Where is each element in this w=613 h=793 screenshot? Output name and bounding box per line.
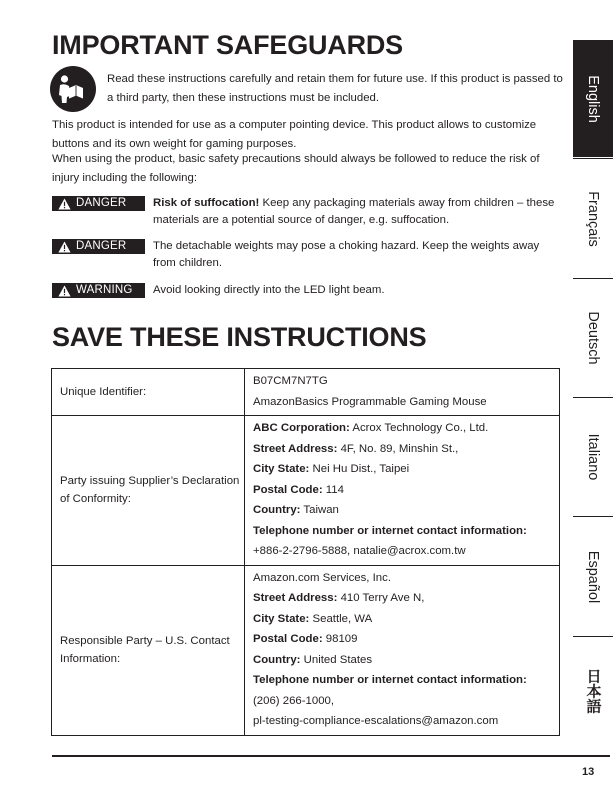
field-label: Telephone number or internet contact information: — [253, 674, 527, 686]
tab-english[interactable] — [573, 40, 613, 157]
table-label: Party issuing Supplier’s Declaration of Conformity: — [52, 416, 245, 566]
choking-warning — [153, 238, 563, 272]
tab-label: Italiano — [585, 433, 601, 481]
field-label: City State: — [253, 612, 310, 625]
city-line — [253, 459, 559, 480]
tab-japanese[interactable] — [573, 636, 613, 744]
product-name: AmazonBasics Programmable Gaming Mouse — [253, 395, 487, 408]
warning-body: The detachable weights may pose a choking hazard. Keep the weights away from children. — [153, 240, 540, 269]
badge-label: DANGER — [76, 240, 127, 252]
field-value: Acrox Technology Co., Ltd. — [349, 422, 489, 434]
field-label: Postal Code: — [253, 483, 323, 496]
intro-text: Read these instructions carefully and retain them for future use. If this product is passed to a third party, then these instructions must be included. — [107, 73, 563, 104]
field-label: City State: — [253, 463, 310, 475]
table-row — [52, 565, 560, 735]
table-value — [245, 416, 560, 566]
save-instructions-heading: SAVE THESE INSTRUCTIONS — [52, 322, 427, 352]
field-label: Telephone number or internet contact information: — [253, 524, 527, 537]
page-number: 13 — [582, 766, 595, 778]
tab-label: English — [585, 74, 601, 123]
field-label: Country: — [253, 653, 301, 666]
footer-divider — [52, 755, 610, 757]
table-row — [52, 416, 560, 566]
field-value: Seattle, WA — [309, 612, 373, 625]
field-value: 114 — [322, 483, 344, 496]
street-line — [253, 439, 559, 460]
field-label: Country: — [253, 504, 301, 516]
safety-precautions-text: When using the product, basic safety precautions should always be followed to reduce the risk of injury including the following: — [52, 153, 540, 184]
postal-line — [253, 629, 559, 650]
tab-espanol[interactable] — [573, 516, 613, 636]
field-value: Taiwan — [300, 504, 339, 516]
table-label: Responsible Party – U.S. Contact Information: — [52, 565, 245, 735]
warning-triangle-icon — [58, 198, 71, 210]
language-sidebar — [573, 0, 613, 793]
contact-label — [253, 670, 559, 691]
badge-label: WARNING — [76, 284, 133, 296]
field-label: Postal Code: — [253, 633, 323, 645]
phone-value: (206) 266-1000, — [253, 694, 335, 707]
read-manual-icon — [50, 66, 96, 112]
unique-identifier: B07CM7N7TG — [253, 375, 328, 387]
page-title: IMPORTANT SAFEGUARDS — [52, 30, 403, 60]
tab-label: Español — [585, 550, 601, 603]
tab-francais[interactable] — [573, 158, 613, 278]
table-label: Unique Identifier: — [52, 369, 245, 416]
danger-badge — [52, 196, 145, 211]
product-intended-use: This product is intended for use as a computer pointing device. This product allows to customize buttons and its own weight for gaming purposes. — [52, 119, 537, 150]
warning-triangle-icon — [58, 241, 71, 253]
led-warning — [153, 282, 563, 299]
warning-body: Keep any packaging materials away from children – these materials are a potential source of danger, e.g. suffocation. — [153, 197, 555, 226]
city-line — [253, 609, 559, 630]
warning-body: Avoid looking directly into the LED light beam. — [153, 284, 385, 296]
warning-triangle-icon — [58, 285, 71, 297]
postal-line — [253, 480, 559, 501]
contact-value: +886-2-2796-5888, natalie@acrox.com.tw — [253, 545, 466, 557]
tab-italiano[interactable] — [573, 397, 613, 516]
field-value: Nei Hu Dist., Taipei — [309, 463, 410, 475]
badge-label: DANGER — [76, 197, 127, 209]
table-value — [245, 369, 560, 416]
conformity-table — [51, 368, 560, 736]
suffocation-warning — [153, 195, 563, 229]
tab-label: Deutsch — [585, 311, 601, 365]
warning-badge — [52, 283, 145, 298]
tab-deutsch[interactable] — [573, 278, 613, 397]
tab-label: Français — [585, 190, 601, 247]
contact-label — [253, 521, 559, 542]
email-value: pl-testing-compliance-escalations@amazon.com — [253, 715, 499, 727]
table-value — [245, 565, 560, 735]
field-value: 98109 — [322, 633, 358, 645]
field-label: Street Address: — [253, 592, 338, 604]
tab-label: 日本語 — [584, 668, 602, 713]
field-label: Street Address: — [253, 442, 338, 455]
field-label: ABC Corporation: — [253, 422, 350, 434]
field-value: United States — [300, 653, 373, 666]
street-line — [253, 588, 559, 609]
field-value: 410 Terry Ave N, — [337, 592, 425, 604]
danger-badge — [52, 239, 145, 254]
corporation-line — [253, 418, 559, 439]
country-line — [253, 500, 559, 521]
country-line — [253, 650, 559, 671]
field-value: 4F, No. 89, Minshin St., — [337, 442, 459, 455]
warning-heading: Risk of suffocation! — [153, 197, 260, 209]
company-line: Amazon.com Services, Inc. — [253, 571, 392, 584]
table-row — [52, 369, 560, 416]
